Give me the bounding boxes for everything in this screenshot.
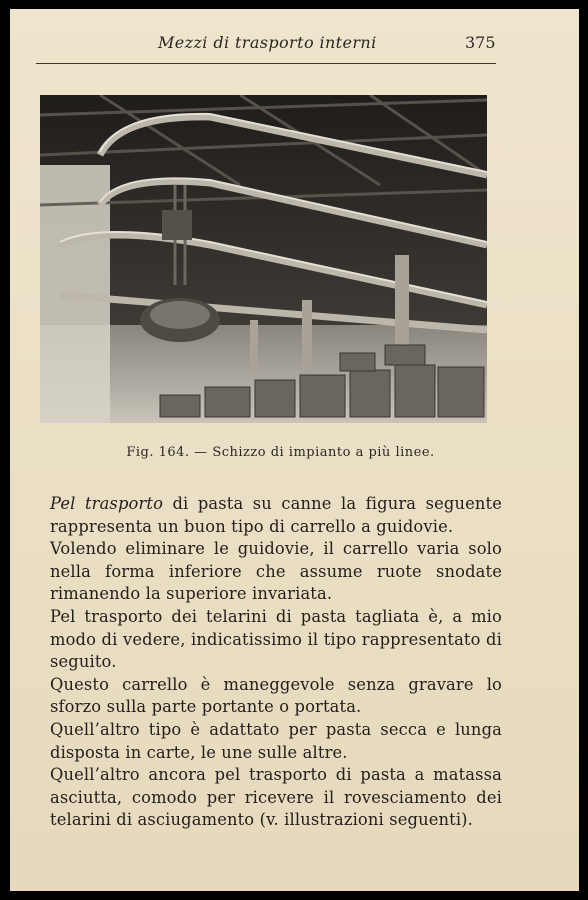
running-title: Mezzi di trasporto interni [158,33,377,52]
paragraph-1-lead: Pel trasporto [50,494,164,513]
book-page [10,9,579,891]
page-header [10,9,579,65]
paragraph-3: Pel trasporto dei telarini di pasta tagliata è, a mio modo di vedere, indicatissimo il tipo rappresentato di seguito. [50,606,502,672]
paragraph-1 [30,493,502,538]
paragraph-6: Quell’altro ancora pel trasporto di pasta a matassa asciutta, comodo per ricevere il rovesciamento dei telarini di asciugamento (v. illustrazioni seguenti). [50,765,502,830]
paragraph-4: Questo carrello è maneggevole senza gravare lo sforzo sulla parte portante o portata. [50,674,502,717]
figure-photo [40,95,487,423]
paragraph-1-text: di pasta su canne la figura seguente rappresenta un buon tipo di carrello a guidovie. [50,494,502,536]
figure-caption: Fig. 164. — Schizzo di impianto a più linee. [126,445,435,460]
page-number: 375 [465,33,496,52]
paragraph-2: Volendo eliminare le guidovie, il carrello varia solo nella forma inferiore che assume ruote snodate rimanendo la superiore invariata. [50,539,502,604]
header-rule [36,63,496,64]
paragraph-5: Quell’altro tipo è adattato per pasta secca e lunga disposta in carte, le une sulle altre. [50,719,502,762]
body-text [30,493,502,832]
overhead-rail-photo [40,95,487,423]
